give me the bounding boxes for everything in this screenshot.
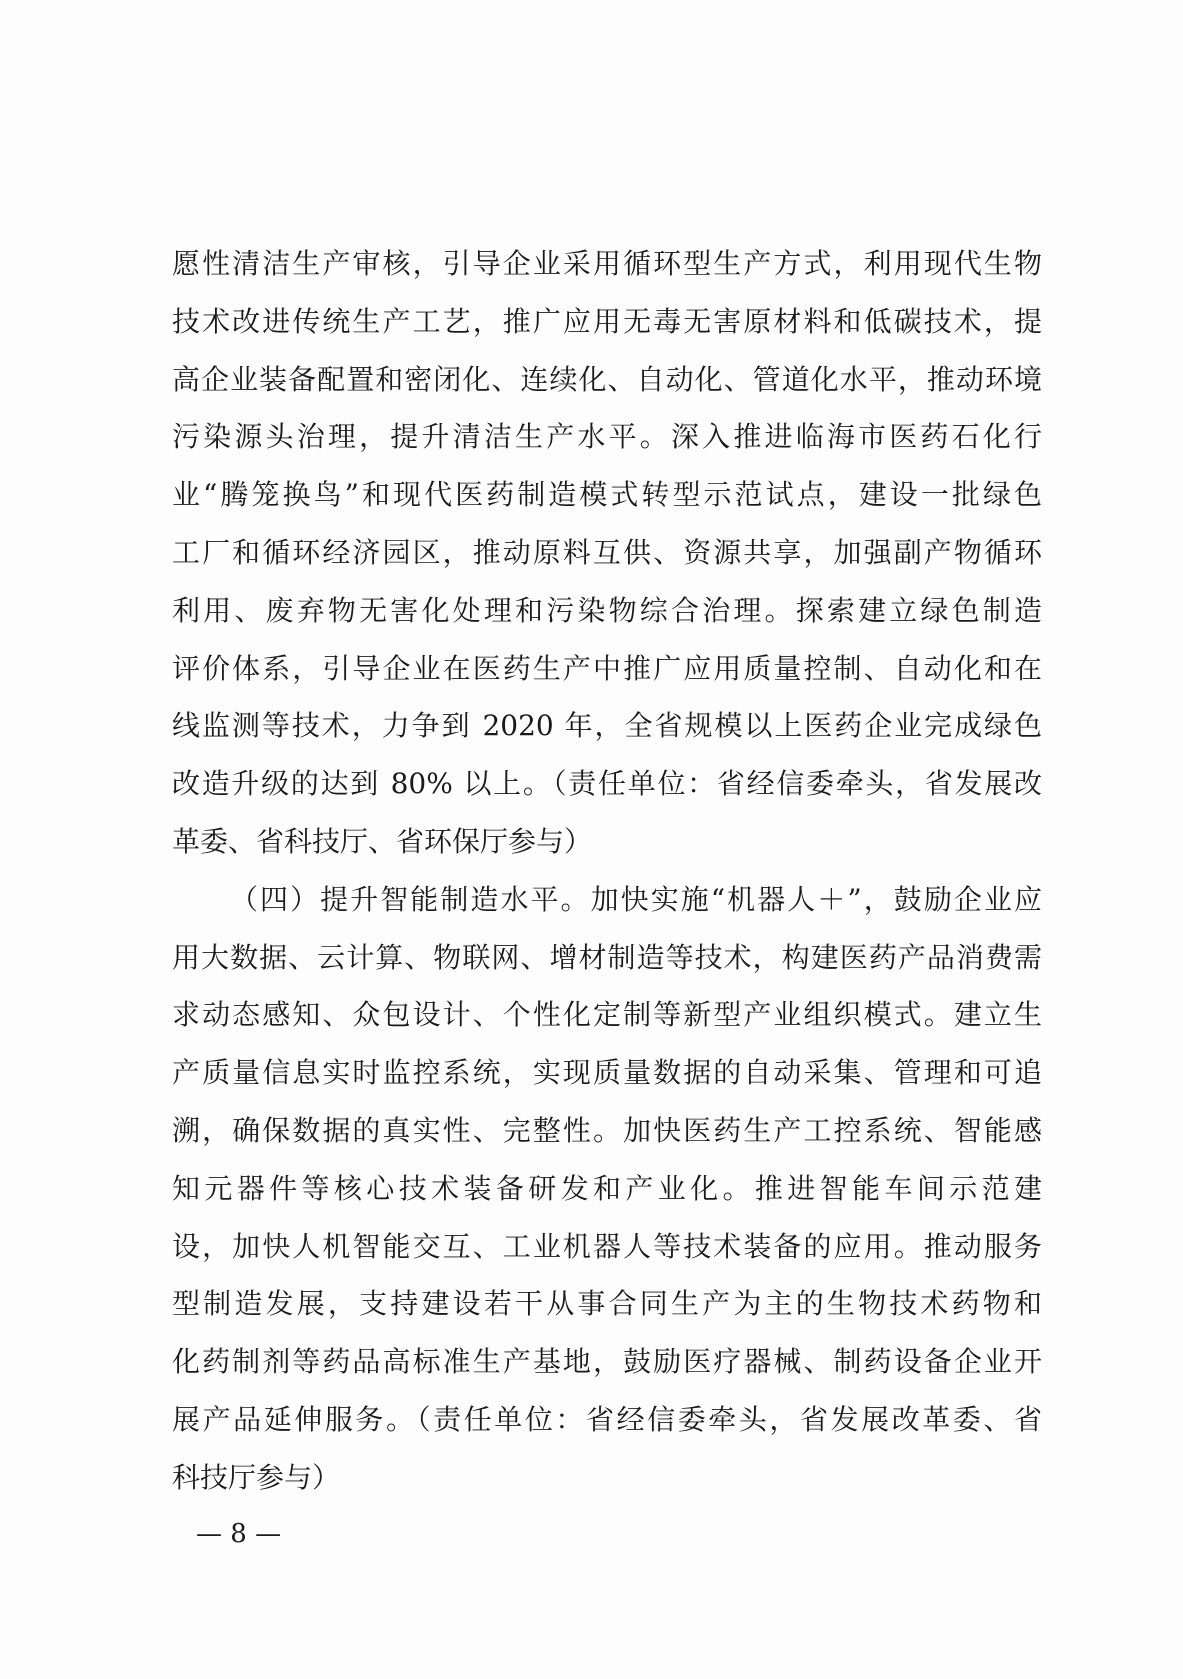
paragraph-1-line-11: 革委、省科技厅、省环保厅参与） <box>172 824 593 858</box>
paragraph-2-line-3: 求动态感知、众包设计、个性化定制等新型产业组织模式。建立生 <box>172 998 1042 1032</box>
paragraph-1-line-1: 愿性清洁生产审核，引导企业采用循环型生产方式，利用现代生物 <box>172 247 1042 280</box>
paragraph-2-line-7: 设，加快人机智能交互、工业机器人等技术装备的应用。推动服务 <box>172 1229 1042 1263</box>
paragraph-2-line-9: 化药制剂等药品高标准生产基地，鼓励医疗器械、制药设备企业开 <box>172 1345 1042 1379</box>
paragraph-1-line-5: 业“腾笼换鸟”和现代医药制造模式转型示范试点，建设一批绿色 <box>172 478 1042 512</box>
paragraph-1-line-4: 污染源头治理，提升清洁生产水平。深入推进临海市医药石化行 <box>172 420 1042 454</box>
paragraph-2-line-11: 科技厅参与） <box>172 1460 341 1494</box>
paragraph-2-line-5: 溯，确保数据的真实性、完整性。加快医药生产工控系统、智能感 <box>172 1113 1042 1147</box>
paragraph-1-line-7: 利用、废弃物无害化处理和污染物综合治理。探索建立绿色制造 <box>172 593 1042 627</box>
paragraph-1-line-2: 技术改进传统生产工艺，推广应用无毒无害原材料和低碳技术，提 <box>172 304 1042 338</box>
paragraph-1-line-8: 评价体系，引导企业在医药生产中推广应用质量控制、自动化和在 <box>172 651 1042 685</box>
document-body <box>172 235 1042 1507</box>
paragraph-2-line-6: 知元器件等核心技术装备研发和产业化。推进智能车间示范建 <box>172 1171 1042 1205</box>
paragraph-2-line-1: （四）提升智能制造水平。加快实施“机器人＋”，鼓励企业应 <box>230 882 1042 916</box>
paragraph-1-line-9: 线监测等技术，力争到 2020 年，全省规模以上医药企业完成绿色 <box>172 709 1042 743</box>
paragraph-2-line-4: 产质量信息实时监控系统，实现质量数据的自动采集、管理和可追 <box>172 1056 1042 1090</box>
page-number: — 8 — <box>196 1519 282 1549</box>
paragraph-2-line-8: 型制造发展，支持建设若干从事合同生产为主的生物技术药物和 <box>172 1287 1042 1321</box>
paragraph-1-line-3: 高企业装备配置和密闭化、连续化、自动化、管道化水平，推动环境 <box>172 362 1042 396</box>
paragraph-1-line-6: 工厂和循环经济园区，推动原料互供、资源共享，加强副产物循环 <box>172 535 1042 569</box>
paragraph-1-line-10: 改造升级的达到 80% 以上。（责任单位：省经信委牵头，省发展改 <box>172 767 1042 801</box>
paragraph-2-line-2: 用大数据、云计算、物联网、增材制造等技术，构建医药产品消费需 <box>172 940 1042 974</box>
paragraph-2-line-10: 展产品延伸服务。（责任单位：省经信委牵头，省发展改革委、省 <box>172 1402 1042 1436</box>
